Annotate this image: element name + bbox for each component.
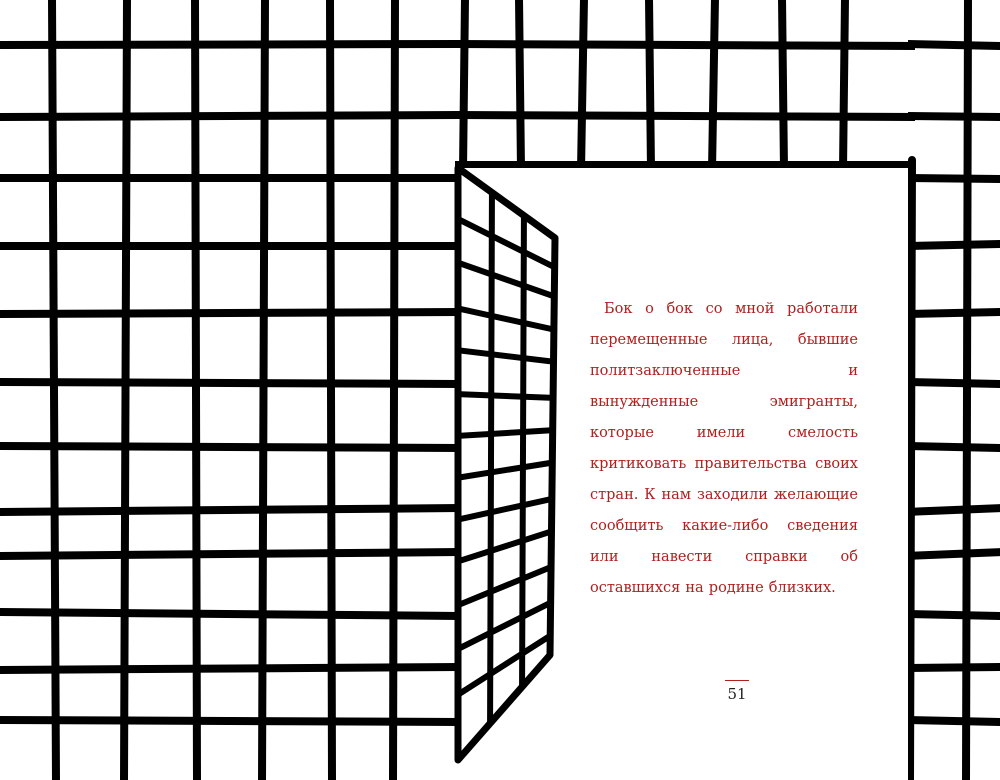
top-wall-grid [453, 0, 917, 170]
right-wall-grid [906, 0, 1000, 780]
text-panel [590, 294, 858, 604]
left-wall-grid [0, 0, 462, 780]
page-footer [712, 680, 762, 703]
folio-rule [725, 680, 749, 681]
page-number: 51 [727, 685, 747, 703]
body-paragraph: Бок о бок со мной работали перемещенные лица, бывшие политзаключенные и вынужденные эмигранты, которые имели смелость критиковать правительства своих стран. К нам заходили желающие сообщить какие-либо сведения или навести справки об оставшихся на родине близких. [590, 301, 858, 596]
